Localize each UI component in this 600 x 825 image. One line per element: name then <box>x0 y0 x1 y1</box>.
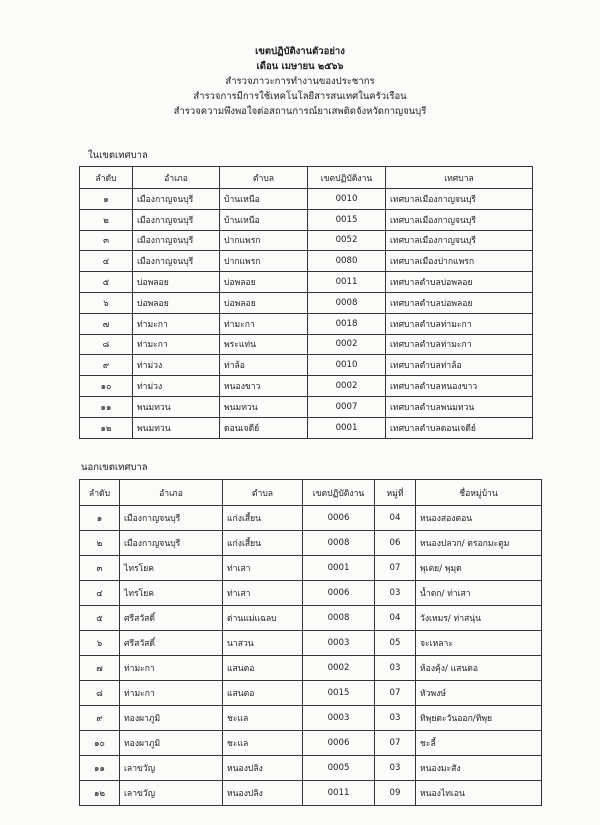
cell-district: เมืองกาญจนบุรี <box>133 189 220 210</box>
cell-village-no: 03 <box>375 656 416 681</box>
cell-order: ๙ <box>80 706 120 731</box>
cell-district: ไทรโยค <box>120 556 223 581</box>
cell-subdistrict: บ่อพลอย <box>220 292 308 313</box>
cell-village-no: 09 <box>375 781 416 806</box>
cell-district: ทองผาภูมิ <box>120 706 223 731</box>
cell-subdistrict: หนองปลิง <box>223 781 303 806</box>
cell-order: ๘ <box>80 334 133 355</box>
cell-order: ๒ <box>80 209 133 230</box>
cell-municipality: เทศบาลเมืองกาญจนบุรี <box>386 189 533 210</box>
cell-work-area: 0003 <box>303 706 375 731</box>
cell-village-name: หนองปลวก/ ตรอกมะตูม <box>416 531 542 556</box>
cell-village-no: 07 <box>375 556 416 581</box>
cell-order: ๗ <box>80 656 120 681</box>
cell-district: เมืองกาญจนบุรี <box>120 506 223 531</box>
cell-subdistrict: ปากแพรก <box>220 230 308 251</box>
table-row <box>80 781 542 806</box>
municipal-table <box>79 166 533 439</box>
cell-village-name: ทิพุยตะวันออก/ทิพุย <box>416 706 542 731</box>
col-header-work-area: เขตปฏิบัติงาน <box>303 480 375 506</box>
table-row <box>80 656 542 681</box>
cell-district: ท่ามะกา <box>120 656 223 681</box>
cell-order: ๑๒ <box>80 781 120 806</box>
cell-district: ท่ามะกา <box>120 681 223 706</box>
cell-district: เลาขวัญ <box>120 756 223 781</box>
cell-subdistrict: พระแท่น <box>220 334 308 355</box>
table-row <box>80 209 533 230</box>
cell-work-area: 0010 <box>308 355 386 376</box>
cell-order: ๑ <box>80 506 120 531</box>
cell-order: ๓ <box>80 556 120 581</box>
table-row <box>80 230 533 251</box>
cell-order: ๑ <box>80 189 133 210</box>
cell-subdistrict: หนองขาว <box>220 376 308 397</box>
cell-order: ๙ <box>80 355 133 376</box>
cell-municipality: เทศบาลตำบลดอนเจดีย์ <box>386 417 533 438</box>
cell-work-area: 0010 <box>308 189 386 210</box>
cell-work-area: 0018 <box>308 313 386 334</box>
header-line-4: สำรวจการมีการใช้เทคโนโลยีสารสนเทศในครัวเรือน <box>193 91 407 102</box>
cell-work-area: 0006 <box>303 506 375 531</box>
cell-village-no: 05 <box>375 631 416 656</box>
cell-village-name: พุเตย/ พุมุด <box>416 556 542 581</box>
table-row <box>80 631 542 656</box>
cell-work-area: 0006 <box>303 731 375 756</box>
cell-village-no: 04 <box>375 506 416 531</box>
cell-work-area: 0008 <box>303 606 375 631</box>
cell-municipality: เทศบาลตำบลท่ามะกา <box>386 313 533 334</box>
cell-municipality: เทศบาลตำบลหนองขาว <box>386 376 533 397</box>
cell-subdistrict: แก่งเสี้ยน <box>223 531 303 556</box>
cell-subdistrict: นาสวน <box>223 631 303 656</box>
table-row <box>80 556 542 581</box>
cell-village-name: ห้องคุ้ง/ แสนตอ <box>416 656 542 681</box>
table-row <box>80 581 542 606</box>
table-row <box>80 396 533 417</box>
table-row <box>80 606 542 631</box>
cell-work-area: 0002 <box>303 656 375 681</box>
table-row <box>80 189 533 210</box>
cell-subdistrict: ด่านแม่แฉลบ <box>223 606 303 631</box>
section-label-non-municipal: นอกเขตเทศบาล <box>81 462 148 473</box>
cell-district: พนมทวน <box>133 396 220 417</box>
cell-order: ๑๑ <box>80 756 120 781</box>
col-header-village-no: หมู่ที่ <box>375 480 416 506</box>
cell-subdistrict: บ่อพลอย <box>220 272 308 293</box>
cell-order: ๑๐ <box>80 376 133 397</box>
cell-village-no: 07 <box>375 681 416 706</box>
table-header-row <box>80 480 542 506</box>
cell-district: เมืองกาญจนบุรี <box>133 230 220 251</box>
cell-order: ๗ <box>80 313 133 334</box>
table-row <box>80 272 533 293</box>
cell-village-name: หัวพงษ์ <box>416 681 542 706</box>
cell-municipality: เทศบาลตำบลบ่อพลอย <box>386 272 533 293</box>
header-line-3: สำรวจภาวะการทำงานของประชากร <box>225 76 375 87</box>
cell-subdistrict: ชะแล <box>223 706 303 731</box>
cell-work-area: 0001 <box>308 417 386 438</box>
cell-district: บ่อพลอย <box>133 272 220 293</box>
cell-district: ไทรโยค <box>120 581 223 606</box>
cell-district: เมืองกาญจนบุรี <box>133 251 220 272</box>
cell-village-no: 06 <box>375 531 416 556</box>
cell-district: เมืองกาญจนบุรี <box>120 531 223 556</box>
cell-work-area: 0080 <box>308 251 386 272</box>
table-row <box>80 731 542 756</box>
cell-district: ท่ามะกา <box>133 334 220 355</box>
col-header-village-name: ชื่อหมู่บ้าน <box>416 480 542 506</box>
cell-subdistrict: แสนตอ <box>223 681 303 706</box>
cell-village-no: 03 <box>375 706 416 731</box>
cell-municipality: เทศบาลตำบลบ่อพลอย <box>386 292 533 313</box>
cell-order: ๑๒ <box>80 417 133 438</box>
cell-district: เลาขวัญ <box>120 781 223 806</box>
cell-order: ๕ <box>80 606 120 631</box>
cell-municipality: เทศบาลเมืองกาญจนบุรี <box>386 230 533 251</box>
cell-village-name: น้ำตก/ ท่าเสา <box>416 581 542 606</box>
col-header-district: อำเภอ <box>120 480 223 506</box>
col-header-order: ลำดับ <box>80 480 120 506</box>
cell-subdistrict: ปากแพรก <box>220 251 308 272</box>
section-label-municipal: ในเขตเทศบาล <box>88 150 148 161</box>
cell-work-area: 0015 <box>308 209 386 230</box>
cell-work-area: 0002 <box>308 334 386 355</box>
cell-village-no: 04 <box>375 606 416 631</box>
table-row <box>80 417 533 438</box>
col-header-district: อำเภอ <box>133 167 220 189</box>
table-row <box>80 313 533 334</box>
cell-order: ๑๑ <box>80 396 133 417</box>
cell-work-area: 0011 <box>303 781 375 806</box>
cell-work-area: 0006 <box>303 581 375 606</box>
cell-village-name: จะเหลาะ <box>416 631 542 656</box>
table-row <box>80 506 542 531</box>
cell-municipality: เทศบาลตำบลท่ามะกา <box>386 334 533 355</box>
cell-municipality: เทศบาลตำบลท่าล้อ <box>386 355 533 376</box>
cell-village-name: ชะลี้ <box>416 731 542 756</box>
cell-subdistrict: ท่าล้อ <box>220 355 308 376</box>
cell-order: ๖ <box>80 631 120 656</box>
cell-village-name: หนองสองตอน <box>416 506 542 531</box>
table-row <box>80 376 533 397</box>
cell-order: ๘ <box>80 681 120 706</box>
cell-order: ๑๐ <box>80 731 120 756</box>
cell-order: ๖ <box>80 292 133 313</box>
cell-work-area: 0011 <box>308 272 386 293</box>
cell-district: ศรีสวัสดิ์ <box>120 606 223 631</box>
cell-village-no: 07 <box>375 731 416 756</box>
cell-municipality: เทศบาลเมืองปากแพรก <box>386 251 533 272</box>
header-line-5: สำรวจความพึงพอใจต่อสถานการณ์ยาเสพติดจังหวัดกาญจนบุรี <box>173 106 427 117</box>
cell-order: ๒ <box>80 531 120 556</box>
col-header-subdistrict: ตำบล <box>220 167 308 189</box>
table-row <box>80 251 533 272</box>
cell-subdistrict: ชะแล <box>223 731 303 756</box>
cell-village-no: 03 <box>375 756 416 781</box>
cell-subdistrict: ท่าเสา <box>223 556 303 581</box>
col-header-subdistrict: ตำบล <box>223 480 303 506</box>
cell-district: ทองผาภูมิ <box>120 731 223 756</box>
col-header-municipality: เทศบาล <box>386 167 533 189</box>
non-municipal-table <box>79 479 542 806</box>
col-header-order: ลำดับ <box>80 167 133 189</box>
cell-subdistrict: ท่ามะกา <box>220 313 308 334</box>
document-header <box>0 44 600 119</box>
header-line-2: เดือน เมษายน ๒๕๖๖ <box>256 61 344 72</box>
cell-subdistrict: แสนตอ <box>223 656 303 681</box>
cell-village-no: 03 <box>375 581 416 606</box>
cell-order: ๕ <box>80 272 133 293</box>
cell-village-name: หนองไทเอน <box>416 781 542 806</box>
cell-district: ท่าม่วง <box>133 355 220 376</box>
cell-district: เมืองกาญจนบุรี <box>133 209 220 230</box>
cell-work-area: 0001 <box>303 556 375 581</box>
table-row <box>80 355 533 376</box>
table-row <box>80 756 542 781</box>
cell-work-area: 0015 <box>303 681 375 706</box>
cell-work-area: 0002 <box>308 376 386 397</box>
cell-village-name: วังเหมร/ ท่าสนุ่น <box>416 606 542 631</box>
cell-subdistrict: บ้านเหนือ <box>220 189 308 210</box>
cell-district: ท่าม่วง <box>133 376 220 397</box>
cell-subdistrict: หนองปลิง <box>223 756 303 781</box>
cell-subdistrict: ท่าเสา <box>223 581 303 606</box>
table-row <box>80 531 542 556</box>
cell-subdistrict: แก่งเสี้ยน <box>223 506 303 531</box>
cell-district: บ่อพลอย <box>133 292 220 313</box>
cell-municipality: เทศบาลเมืองกาญจนบุรี <box>386 209 533 230</box>
cell-order: ๔ <box>80 581 120 606</box>
table-row <box>80 334 533 355</box>
cell-order: ๔ <box>80 251 133 272</box>
cell-village-name: หนองมะสัง <box>416 756 542 781</box>
cell-work-area: 0052 <box>308 230 386 251</box>
cell-subdistrict: ดอนเจดีย์ <box>220 417 308 438</box>
cell-district: ศรีสวัสดิ์ <box>120 631 223 656</box>
cell-work-area: 0007 <box>308 396 386 417</box>
table-header-row <box>80 167 533 189</box>
cell-work-area: 0008 <box>303 531 375 556</box>
header-line-1: เขตปฏิบัติงานตัวอย่าง <box>255 46 345 57</box>
cell-district: พนมทวน <box>133 417 220 438</box>
cell-subdistrict: พนมทวน <box>220 396 308 417</box>
cell-order: ๓ <box>80 230 133 251</box>
table-row <box>80 681 542 706</box>
cell-municipality: เทศบาลตำบลพนมทวน <box>386 396 533 417</box>
cell-work-area: 0003 <box>303 631 375 656</box>
cell-district: ท่ามะกา <box>133 313 220 334</box>
table-row <box>80 706 542 731</box>
col-header-work-area: เขตปฏิบัติงาน <box>308 167 386 189</box>
cell-subdistrict: บ้านเหนือ <box>220 209 308 230</box>
table-row <box>80 292 533 313</box>
cell-work-area: 0005 <box>303 756 375 781</box>
cell-work-area: 0008 <box>308 292 386 313</box>
